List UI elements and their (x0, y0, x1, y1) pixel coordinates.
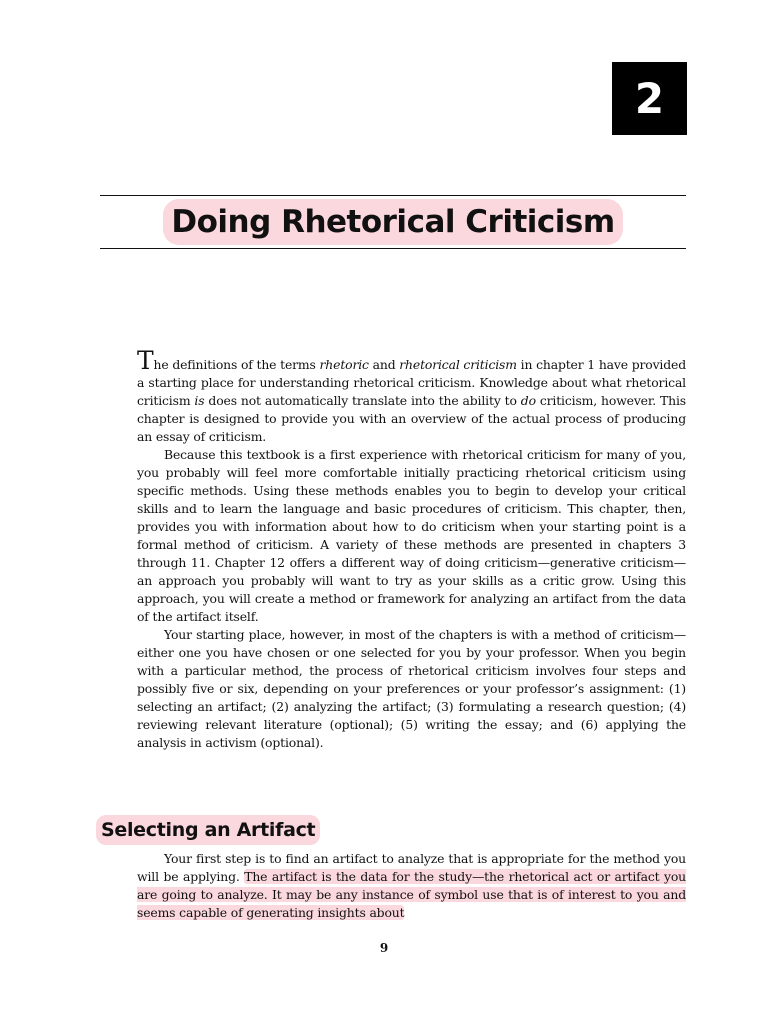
italic-term-rhetorical-criticism: rhetorical criticism (399, 357, 517, 372)
intro-text (137, 346, 687, 752)
italic-word-do: do (520, 393, 536, 408)
chapter-title-container (100, 199, 686, 245)
section-heading-container (96, 815, 320, 845)
section-heading-selecting-an-artifact[interactable]: Selecting an Artifact (96, 815, 320, 845)
text-run: and (368, 357, 400, 372)
intro-paragraph-1[interactable] (137, 346, 687, 446)
page-number: 9 (379, 941, 389, 955)
section-text (137, 850, 686, 922)
highlighted-passage[interactable]: The artifact is the data for the study—the rhetorical act or artifact you are going to analyze. It may be any instance of symbol use that is of interest to you and seems capable of generating insights about (137, 869, 687, 920)
intro-paragraph-2[interactable]: Because this textbook is a first experience with rhetorical criticism for many of you, you probably will feel more comfortable initially practicing rhetorical criticism using specific methods. Using these methods enables you to begin to develop your critical skills and to learn the language and basic procedures of criticism. This chapter, then, provides you with information about how to do criticism when your starting point is a formal method of criticism. A variety of these methods are presented in chapters 3 through 11. Chapter 12 offers a different way of doing criticism—generative criticism—an approach you probably will want to try as your skills as a critic grow. Using this approach, you will create a method or framework for analyzing an artifact from the data of the artifact itself. (137, 447, 686, 624)
title-rule-top (100, 195, 686, 196)
text-run: in chapter 1 have provided a starting place for understanding rhetorical criticism. Knowledge about what rhetorical criticism (137, 357, 686, 408)
intro-paragraph-3[interactable]: Your starting place, however, in most of the chapters is with a method of criticism—either one you have chosen or one selected for you by your professor. When you begin with a particular method, the process of rhetorical criticism involves four steps and possibly five or six, depending on your preferences or your professor’s assignment: (1) selecting an artifact; (2) analyzing the artifact; (3) formulating a research question; (4) reviewing relevant literature (optional); (5) writing the essay; and (6) applying the analysis in activism (optional). (137, 627, 686, 750)
italic-word-is: is (194, 393, 205, 408)
text-run: he definitions of the terms (153, 357, 320, 372)
section-paragraph-1[interactable] (137, 850, 686, 922)
text-run: Your first step is to find an artifact to analyze that is appropriate for the method you will be applying. (137, 851, 686, 884)
text-run: criticism, however. This chapter is designed to provide you with an overview of the actual process of producing an essay of criticism. (137, 393, 687, 444)
chapter-title[interactable]: Doing Rhetorical Criticism (163, 199, 622, 245)
drop-cap: T (137, 346, 154, 375)
chapter-number-badge: 2 (612, 62, 687, 135)
text-run: does not automatically translate into the ability to (204, 393, 521, 408)
title-rule-bottom (100, 248, 686, 249)
italic-term-rhetoric: rhetoric (319, 357, 369, 372)
